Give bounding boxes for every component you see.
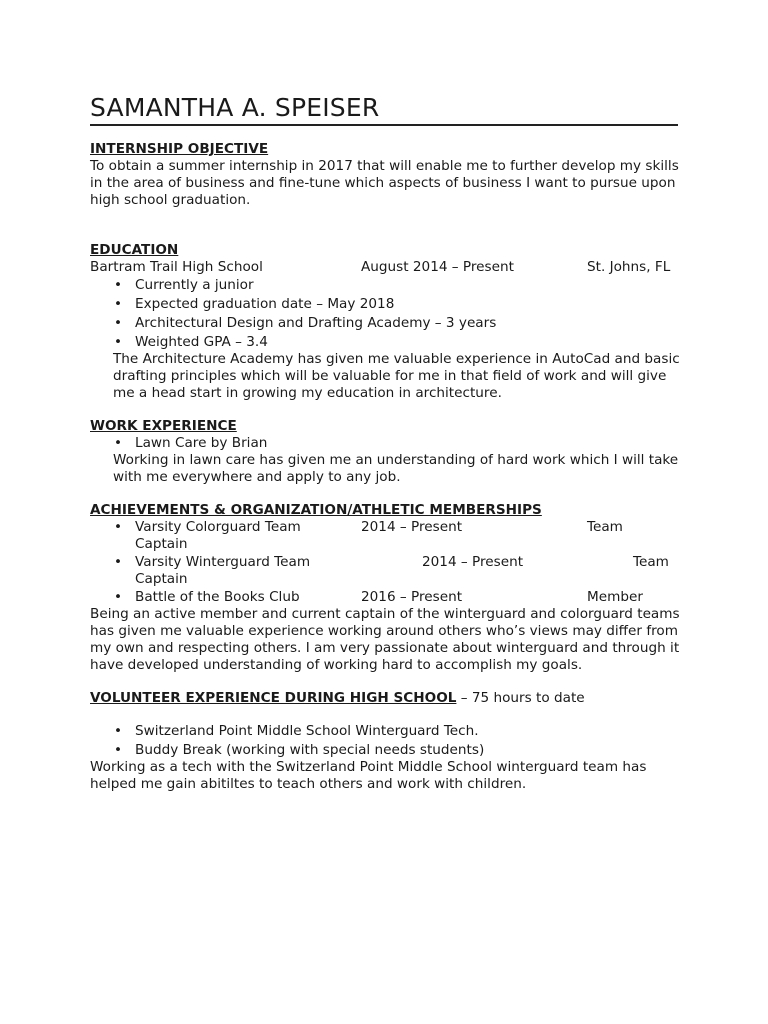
bullet-glyph: • xyxy=(114,277,123,293)
education-section xyxy=(90,242,680,402)
achievements-heading: ACHIEVEMENTS & ORGANIZATION/ATHLETIC MEMBERSHIPS xyxy=(90,502,542,518)
membership-org: Varsity Colorguard Team xyxy=(135,519,301,535)
work-section xyxy=(90,418,680,486)
membership-dates: 2014 – Present xyxy=(422,554,524,570)
education-school-row xyxy=(90,259,680,276)
volunteer-section xyxy=(90,690,680,793)
education-dates: August 2014 – Present xyxy=(361,259,514,275)
achievements-list xyxy=(90,519,680,606)
education-text: The Architecture Academy has given me valuable experience in AutoCad and basic drafting principles which will be valuable for me in that field of work and will give me a head start in growing my education in architecture. xyxy=(113,351,680,401)
bullet-glyph: • xyxy=(114,519,123,535)
list-item xyxy=(90,334,680,351)
membership-org: Battle of the Books Club xyxy=(135,589,300,605)
membership-dates: 2014 – Present xyxy=(361,519,463,535)
bullet-text: Lawn Care by Brian xyxy=(135,435,268,451)
achievements-section xyxy=(90,502,680,674)
membership-role-wrap: Captain xyxy=(135,571,188,587)
volunteer-heading: VOLUNTEER EXPERIENCE DURING HIGH SCHOOL xyxy=(90,690,457,706)
bullet-glyph: • xyxy=(114,296,123,312)
list-item xyxy=(90,435,680,452)
bullet-text: Switzerland Point Middle School Winterguard Tech. xyxy=(135,723,479,739)
volunteer-bullets xyxy=(90,723,680,759)
bullet-text: Weighted GPA – 3.4 xyxy=(135,334,268,350)
list-item xyxy=(90,723,680,742)
bullet-glyph: • xyxy=(114,742,123,758)
membership-role: Team xyxy=(587,519,623,535)
list-item xyxy=(90,296,680,315)
work-heading: WORK EXPERIENCE xyxy=(90,418,237,434)
bullet-glyph: • xyxy=(114,334,123,350)
membership-dates: 2016 – Present xyxy=(361,589,463,605)
list-item xyxy=(90,277,680,296)
volunteer-hours: – 75 hours to date xyxy=(456,690,585,706)
education-location: St. Johns, FL xyxy=(587,259,671,275)
bullet-glyph: • xyxy=(114,723,123,739)
resume-name: SAMANTHA A. SPEISER xyxy=(90,93,380,122)
bullet-glyph: • xyxy=(114,315,123,331)
volunteer-heading-line xyxy=(90,690,680,707)
resume-page xyxy=(90,93,680,793)
bullet-glyph: • xyxy=(114,554,123,570)
list-item xyxy=(90,589,680,606)
membership-role-wrap: Captain xyxy=(135,536,188,552)
name-divider xyxy=(90,124,678,126)
education-bullets xyxy=(90,277,680,351)
bullet-glyph: • xyxy=(114,589,123,605)
objective-text: To obtain a summer internship in 2017 that will enable me to further develop my skills in the area of business and fine-tune which aspects of business I want to pursue upon high school graduation. xyxy=(90,158,679,208)
membership-role: Member xyxy=(587,589,643,605)
bullet-text: Architectural Design and Drafting Academy – 3 years xyxy=(135,315,497,331)
education-heading: EDUCATION xyxy=(90,242,179,258)
membership-role: Team xyxy=(633,554,669,570)
bullet-text: Expected graduation date – May 2018 xyxy=(135,296,395,312)
objective-heading: INTERNSHIP OBJECTIVE xyxy=(90,141,269,157)
work-bullets xyxy=(90,435,680,452)
list-item xyxy=(90,315,680,334)
objective-section xyxy=(90,141,680,209)
volunteer-text: Working as a tech with the Switzerland Point Middle School winterguard team has helped me gain abitiltes to teach others and work with children. xyxy=(90,759,647,792)
list-item xyxy=(90,519,680,554)
work-text: Working in lawn care has given me an understanding of hard work which I will take with me everywhere and apply to any job. xyxy=(113,452,679,485)
list-item xyxy=(90,742,680,759)
achievements-text: Being an active member and current captain of the winterguard and colorguard teams has given me valuable experience working around others who’s views may differ from my own and respecting others. I am very passionate about winterguard and through it have developed understanding of working hard to accomplish my goals. xyxy=(90,606,680,673)
bullet-text: Currently a junior xyxy=(135,277,254,293)
education-school: Bartram Trail High School xyxy=(90,259,263,275)
bullet-glyph: • xyxy=(114,435,123,451)
membership-org: Varsity Winterguard Team xyxy=(135,554,311,570)
list-item xyxy=(90,554,680,589)
bullet-text: Buddy Break (working with special needs students) xyxy=(135,742,485,758)
